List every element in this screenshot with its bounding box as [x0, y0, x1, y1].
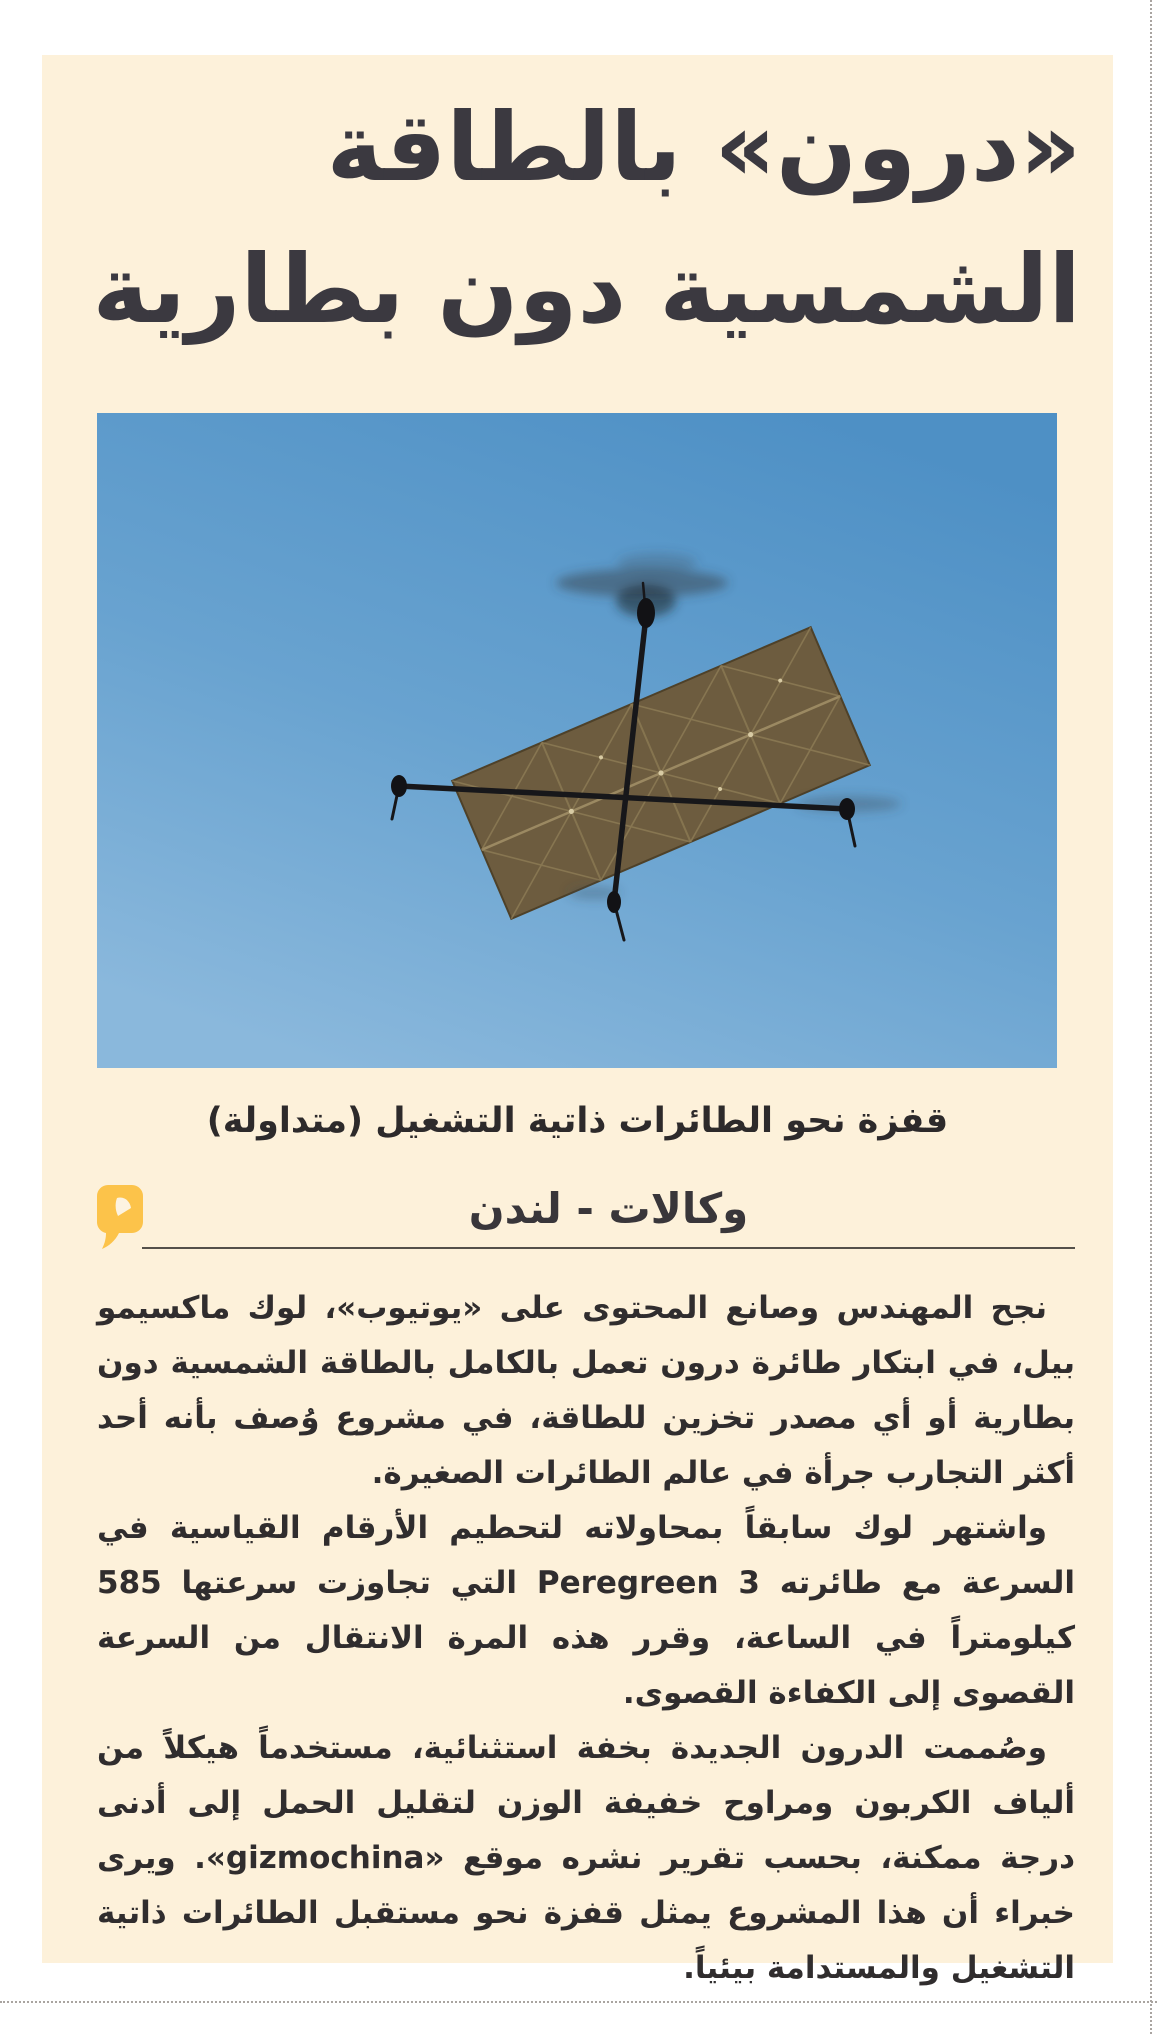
paragraph-3: وصُممت الدرون الجديدة بخفة استثنائية، مستخدماً هيكلاً من ألياف الكربون ومراوح خفيفة الوزن لتقليل الحمل إلى أدنى درجة ممكنة، بحسب تقرير نشره موقع «gizmochina». ويرى خبراء أن هذا المشروع يمثل قفزة نحو مستقبل الطائرات ذاتية التشغيل والمستدامة بيئياً. [97, 1730, 1076, 1986]
byline-rule [142, 1183, 1075, 1249]
drone-photo-illustration [97, 413, 1057, 1068]
paragraph-1: نجح المهندس وصانع المحتوى على «يوتيوب»، لوك ماكسيمو بيل، في ابتكار طائرة درون تعمل بالكامل بالطاقة الشمسية دون بطارية أو أي مصدر تخزين للطاقة، في مشروع وُصف بأنه أحد أكثر التجارب جرأة في عالم الطائرات الصغيرة. [97, 1290, 1075, 1491]
vertical-trim-dotted-line [1150, 0, 1152, 2034]
article-headline [62, 77, 1081, 361]
article-body [97, 1281, 1075, 1996]
article-card [42, 55, 1113, 1986]
paragraph-2: واشتهر لوك سابقاً بمحاولاته لتحطيم الأرقام القياسية في السرعة مع طائرته Peregreen 3 التي تجاوزت سرعتها 585 كيلومتراً في الساعة، وقرر هذه المرة الانتقال من السرعة القصوى إلى الكفاءة القصوى. [97, 1510, 1075, 1711]
horizontal-trim-dotted-line [0, 2001, 1157, 2003]
article-photo [97, 413, 1057, 1068]
newspaper-meem-logo-icon [97, 1185, 143, 1249]
byline: وكالات - لندن [468, 1184, 749, 1233]
headline-line-1: «درون» بالطاقة [326, 93, 1081, 203]
photo-caption: قفزة نحو الطائرات ذاتية التشغيل (متداولة) [206, 1101, 949, 1141]
headline-line-2: الشمسية دون بطارية [92, 235, 1081, 345]
